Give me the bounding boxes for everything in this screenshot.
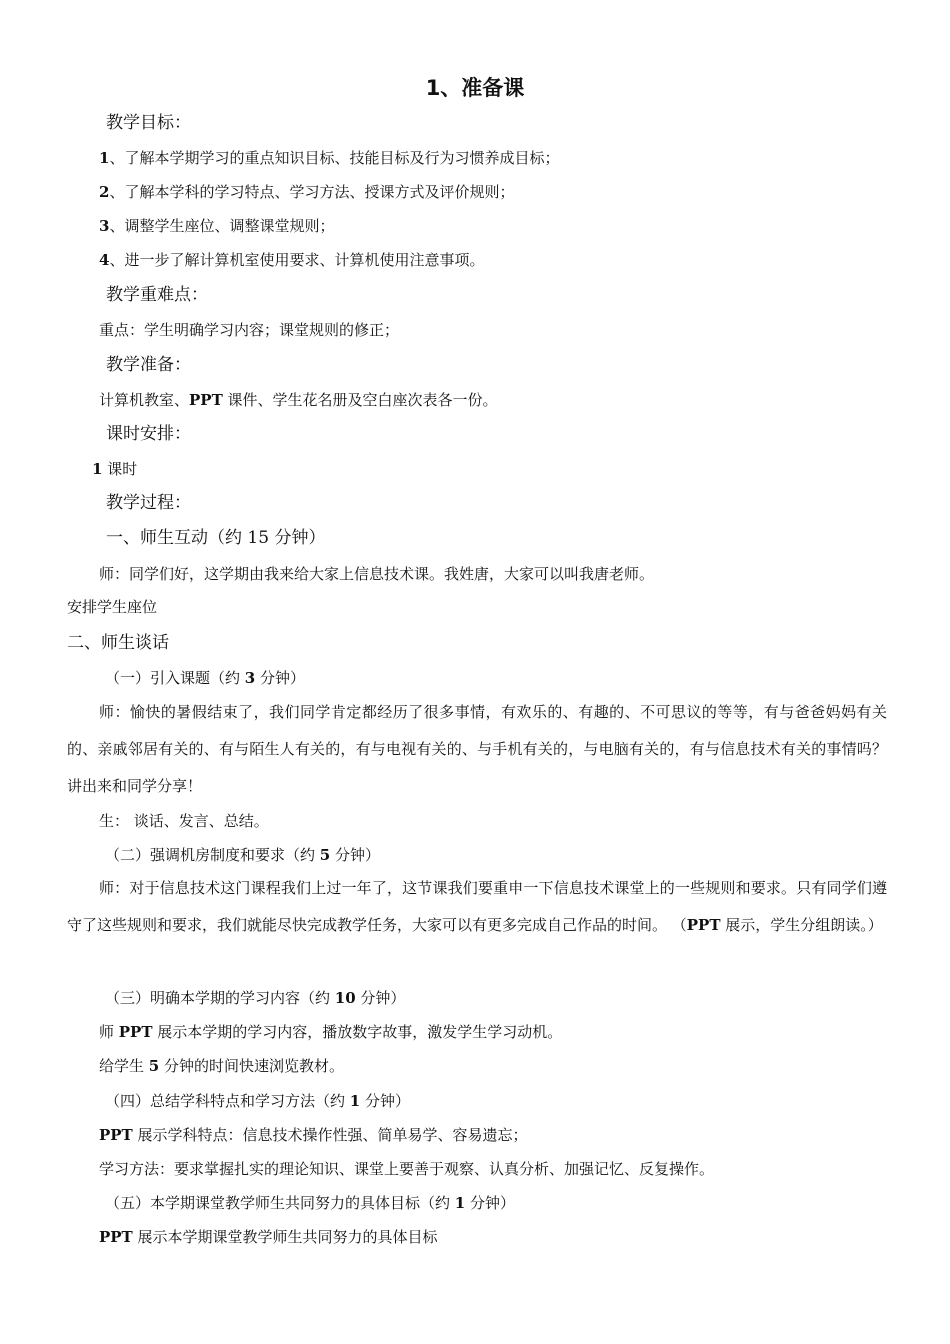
- section-1-paragraph: 师：愉快的暑假结束了，我们同学肯定都经历了很多事情，有欢乐的、有趣的、不可思议的等等，有与爸爸妈妈有关的、亲戚邻居有关的、有与陌生人有关的，有与电视有关的、与手机有关的，与电脑有关的，有与信息技术有关的事情吗？讲出来和同学分享！: [67, 703, 887, 795]
- goal-item-1: [99, 148, 559, 168]
- prep-heading: 教学准备：: [106, 355, 191, 375]
- goal-number: 2: [99, 183, 110, 201]
- goal-number: 3: [99, 217, 110, 235]
- section-minutes: 10: [334, 989, 356, 1007]
- goal-item-2: [99, 182, 514, 202]
- schedule-unit: 课时: [102, 460, 138, 478]
- page-title: 1、准备课: [425, 76, 525, 100]
- line-text: 展示本学期课堂教学师生共同努力的具体目标: [132, 1228, 438, 1246]
- goal-number: 4: [99, 251, 110, 269]
- section-4-title: [105, 1091, 410, 1111]
- process-heading: 教学过程：: [106, 493, 191, 513]
- line-number: 5: [148, 1057, 160, 1075]
- section-title-text: 分钟）: [360, 1092, 410, 1110]
- section-minutes: 5: [319, 846, 331, 864]
- part2-title: 二、师生谈话: [67, 633, 169, 653]
- line-text: 展示学科特点：信息技术操作性强、简单易学、容易遗忘；: [132, 1126, 528, 1144]
- section-4-line-2: 学习方法：要求掌握扎实的理论知识、课堂上要善于观察、认真分析、加强记忆、反复操作。: [99, 1160, 715, 1178]
- line-text: 展示本学期的学习内容，播放数字故事，激发学生学习动机。: [152, 1023, 563, 1041]
- part1-title: 一、师生互动（约 15 分钟）: [106, 528, 326, 548]
- schedule-number: 1: [92, 460, 103, 478]
- prep-ppt: PPT: [189, 391, 223, 409]
- goal-number: 1: [99, 149, 110, 167]
- goals-heading: 教学目标：: [106, 113, 191, 133]
- section-title-text: 分钟）: [355, 989, 406, 1007]
- part1-seat-line: 安排学生座位: [67, 598, 158, 616]
- section-5-title: [105, 1193, 515, 1213]
- part1-teacher-line: 师：同学们好，这学期由我来给大家上信息技术课。我姓唐，大家可以叫我唐老师。: [99, 565, 655, 583]
- section-5-line-1: [99, 1227, 438, 1247]
- schedule-heading: 课时安排：: [106, 424, 191, 444]
- goal-text: 、进一步了解计算机室使用要求、计算机使用注意事项。: [109, 251, 485, 269]
- section-title-text: 分钟）: [255, 669, 305, 687]
- goal-text: 、调整学生座位、调整课堂规则；: [109, 217, 335, 235]
- section-2-text-b: 展示，学生分组朗读。）: [720, 916, 883, 934]
- section-1-title: [105, 668, 305, 688]
- key-points-text: 重点：学生明确学习内容；课堂规则的修正；: [99, 321, 400, 339]
- section-title-text: 分钟）: [465, 1194, 515, 1212]
- goal-text: 、了解本学期学习的重点知识目标、技能目标及行为习惯养成目标；: [109, 149, 560, 167]
- line-text: 师: [99, 1023, 119, 1041]
- goal-item-4: [99, 250, 484, 270]
- goal-item-3: [99, 216, 334, 236]
- schedule-text: [92, 459, 137, 479]
- section-2-text-a: 师：对于信息技术这门课程我们上过一年了，这节课我们要重申一下信息技术课堂上的一些规则和要求。只有同学们遵守了这些规则和要求，我们就能尽快完成教学任务，大家可以有更多完成自己作品的时间。 （: [67, 879, 887, 934]
- section-2-paragraph: [67, 870, 887, 944]
- key-points-heading: 教学重难点：: [106, 285, 208, 305]
- section-minutes: 1: [349, 1092, 361, 1110]
- prep-text: [99, 390, 498, 410]
- section-3-line-1: [99, 1022, 562, 1042]
- section-title-text: （五）本学期课堂教学师生共同努力的具体目标（约: [105, 1194, 455, 1212]
- line-text: 给学生: [99, 1057, 149, 1075]
- section-2-title: [105, 845, 380, 865]
- section-title-text: 分钟）: [330, 846, 380, 864]
- section-title-text: （四）总结学科特点和学习方法（约: [105, 1092, 350, 1110]
- line-ppt: PPT: [99, 1228, 133, 1246]
- goal-text: 、了解本学科的学习特点、学习方法、授课方式及评价规则；: [109, 183, 515, 201]
- section-minutes: 3: [244, 669, 256, 687]
- section-minutes: 1: [454, 1194, 466, 1212]
- section-title-text: （二）强调机房制度和要求（约: [105, 846, 320, 864]
- section-2-ppt: PPT: [686, 916, 721, 934]
- section-3-title: [105, 988, 405, 1008]
- section-4-line-1: [99, 1125, 528, 1145]
- line-text: 分钟的时间快速浏览教材。: [159, 1057, 344, 1075]
- prep-text-a: 计算机教室、: [99, 391, 190, 409]
- section-3-line-2: [99, 1056, 344, 1076]
- prep-text-b: 课件、学生花名册及空白座次表各一份。: [222, 391, 498, 409]
- section-1-student-line: 生： 谈话、发言、总结。: [99, 812, 269, 830]
- line-ppt: PPT: [118, 1023, 153, 1041]
- line-ppt: PPT: [99, 1126, 133, 1144]
- section-title-text: （一）引入课题（约: [105, 669, 245, 687]
- section-title-text: （三）明确本学期的学习内容（约: [105, 989, 335, 1007]
